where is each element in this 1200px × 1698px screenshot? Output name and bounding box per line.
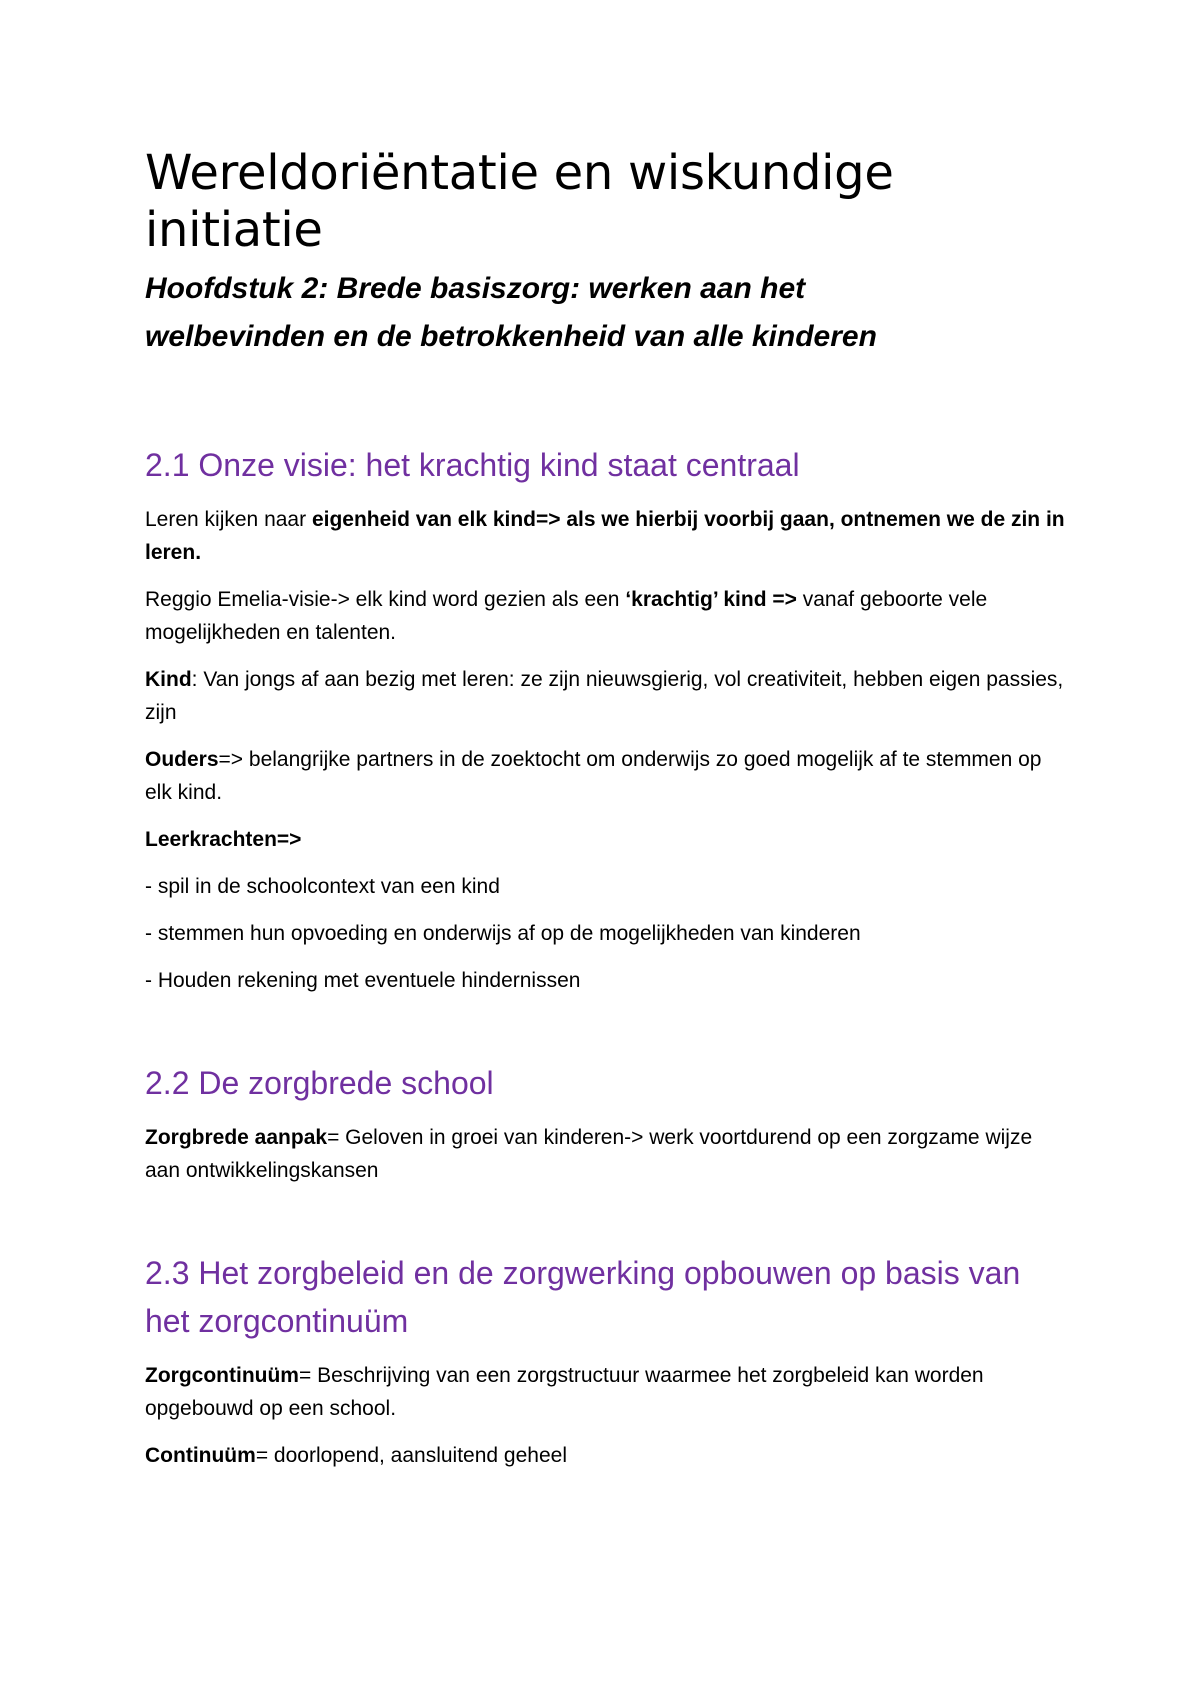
paragraph-continuum (145, 1439, 1065, 1472)
paragraph-text: => belangrijke partners in de zoektocht om onderwijs zo goed mogelijk af te stemmen op elk kind. (145, 748, 1042, 804)
paragraph-kind (145, 663, 1065, 729)
paragraph-reggio-emelia (145, 583, 1065, 649)
document-title: Wereldoriëntatie en wiskundige initiatie (145, 145, 894, 258)
paragraph-zorgcontinuum (145, 1359, 1065, 1425)
list-item-hindernissen: - Houden rekening met eventuele hindernissen (145, 969, 581, 992)
paragraph-bold-text: Zorgbrede aanpak (145, 1126, 328, 1149)
section-heading-2-3: 2.3 Het zorgbeleid en de zorgwerking opbouwen op basis van het zorgcontinuüm (145, 1255, 1021, 1339)
paragraph-ouders (145, 743, 1065, 809)
paragraph-bold-text: Continuüm (145, 1444, 256, 1467)
section-heading-2-2: 2.2 De zorgbrede school (145, 1065, 494, 1101)
paragraph-leerkrachten: Leerkrachten=> (145, 828, 302, 851)
paragraph-bold-text: Zorgcontinuüm (145, 1364, 299, 1387)
list-item-spil: - spil in de schoolcontext van een kind (145, 875, 500, 898)
paragraph-zorgbrede-aanpak (145, 1121, 1065, 1187)
section-heading-2-1: 2.1 Onze visie: het krachtig kind staat centraal (145, 447, 800, 483)
document-subtitle: Hoofdstuk 2: Brede basiszorg: werken aan het welbevinden en de betrokkenheid van alle kinderen (145, 272, 877, 353)
list-item-stemmen: - stemmen hun opvoeding en onderwijs af op de mogelijkheden van kinderen (145, 922, 861, 945)
paragraph-bold-text: eigenheid van elk kind=> als we hierbij voorbij gaan, ontnemen we de zin in leren. (145, 508, 1065, 564)
paragraph-text: vanaf geboorte vele mogelijkheden en talenten. (145, 588, 988, 644)
paragraph-text: = doorlopend, aansluitend geheel (255, 1444, 567, 1467)
document-page (145, 145, 1065, 1472)
paragraph-text: Leren kijken naar (145, 508, 312, 531)
paragraph-text: = Geloven in groei van kinderen-> werk voortdurend op een zorgzame wijze aan ontwikkelingskansen (145, 1126, 1033, 1182)
paragraph-text: Reggio Emelia-visie-> elk kind word gezien als een (145, 588, 626, 611)
paragraph-bold-text: Kind (145, 668, 192, 691)
paragraph-text: = Beschrijving van een zorgstructuur waarmee het zorgbeleid kan worden opgebouwd op een school. (145, 1364, 984, 1420)
paragraph-bold-text: Ouders (145, 748, 219, 771)
paragraph-bold-text: ‘krachtig’ kind => (625, 588, 797, 611)
paragraph-eigenheid (145, 503, 1065, 569)
paragraph-text: : Van jongs af aan bezig met leren: ze zijn nieuwsgierig, vol creativiteit, hebben eigen passies, zijn (145, 668, 1064, 724)
